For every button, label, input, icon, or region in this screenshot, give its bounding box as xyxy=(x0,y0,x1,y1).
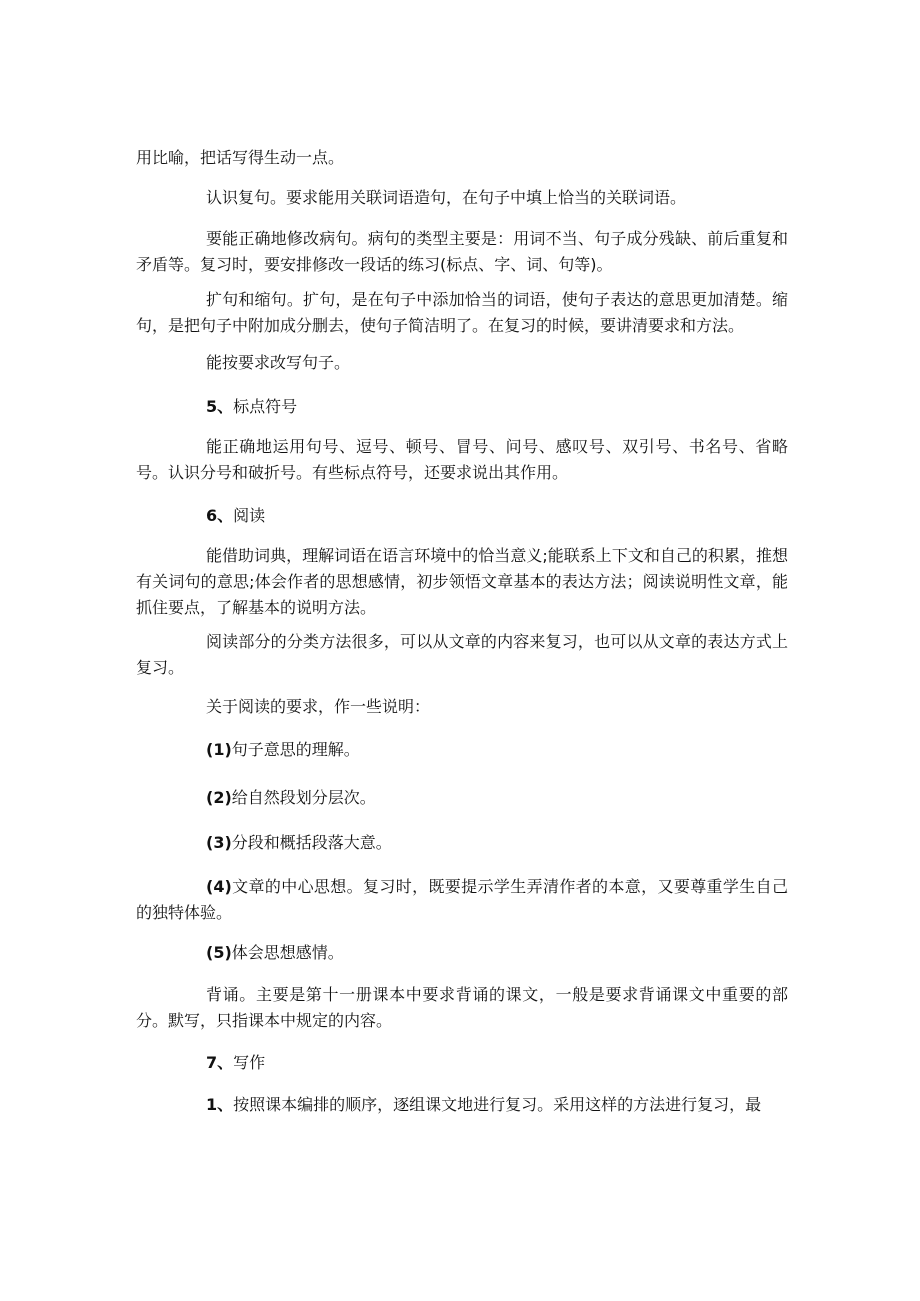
paragraph-text: 背诵。主要是第十一册课本中要求背诵的课文，一般是要求背诵课文中重要的部分。默写，只指课本中规定的内容。 xyxy=(136,985,788,1030)
paragraph xyxy=(136,694,788,720)
section-heading xyxy=(136,394,788,420)
list-number: 1、 xyxy=(206,1095,234,1114)
section-heading xyxy=(136,503,788,529)
section-title: 标点符号 xyxy=(233,397,298,416)
paragraph xyxy=(136,350,788,376)
paragraph xyxy=(136,287,788,339)
list-item xyxy=(136,785,788,811)
list-text: 文章的中心思想。复习时，既要提示学生弄清作者的本意，又要尊重学生自己的独特体验。 xyxy=(136,877,788,922)
section-heading xyxy=(136,1050,788,1076)
paragraph xyxy=(136,185,788,211)
paragraph xyxy=(136,434,788,486)
list-item xyxy=(136,874,788,926)
paragraph-text: 认识复句。要求能用关联词语造句，在句子中填上恰当的关联词语。 xyxy=(206,188,687,207)
paragraph-text: 按照课本编排的顺序，逐组课文地进行复习。采用这样的方法进行复习，最 xyxy=(233,1095,762,1114)
paragraph-text: 用比喻，把话写得生动一点。 xyxy=(136,148,345,167)
section-number: 7、 xyxy=(206,1053,234,1072)
list-number: (1) xyxy=(206,740,232,759)
paragraph-text: 扩句和缩句。扩句，是在句子中添加恰当的词语，使句子表达的意思更加清楚。缩句，是把句子中附加成分删去，使句子简洁明了。在复习的时候，要讲清要求和方法。 xyxy=(136,290,788,335)
paragraph xyxy=(136,145,788,171)
paragraph xyxy=(136,629,788,681)
paragraph xyxy=(136,1092,788,1118)
section-title: 写作 xyxy=(233,1053,266,1072)
section-number: 6、 xyxy=(206,506,234,525)
paragraph-text: 关于阅读的要求，作一些说明： xyxy=(206,697,431,716)
list-number: (4) xyxy=(206,877,232,896)
paragraph-text: 能按要求改写句子。 xyxy=(206,353,351,372)
section-number: 5、 xyxy=(206,397,234,416)
paragraph xyxy=(136,226,788,278)
list-number: (2) xyxy=(206,788,232,807)
paragraph-text: 能借助词典，理解词语在语言环境中的恰当意义;能联系上下文和自己的积累，推想有关词句的意思;体会作者的思想感情，初步领悟文章基本的表达方法；阅读说明性文章，能抓住要点，了解基本的说明方法。 xyxy=(136,546,788,617)
list-number: (3) xyxy=(206,833,232,852)
list-item xyxy=(136,830,788,856)
list-text: 给自然段划分层次。 xyxy=(231,788,376,807)
list-number: (5) xyxy=(206,943,232,962)
list-text: 句子意思的理解。 xyxy=(231,740,360,759)
section-title: 阅读 xyxy=(233,506,266,525)
paragraph-text: 能正确地运用句号、逗号、顿号、冒号、问号、感叹号、双引号、书名号、省略号。认识分号和破折号。有些标点符号，还要求说出其作用。 xyxy=(136,437,788,482)
list-text: 分段和概括段落大意。 xyxy=(231,833,392,852)
list-item xyxy=(136,940,788,966)
list-text: 体会思想感情。 xyxy=(231,943,344,962)
list-item xyxy=(136,737,788,763)
paragraph xyxy=(136,982,788,1034)
paragraph-text: 要能正确地修改病句。病句的类型主要是：用词不当、句子成分残缺、前后重复和矛盾等。复习时，要安排修改一段话的练习(标点、字、词、句等)。 xyxy=(136,229,788,274)
paragraph-text: 阅读部分的分类方法很多，可以从文章的内容来复习，也可以从文章的表达方式上复习。 xyxy=(136,632,788,677)
paragraph xyxy=(136,543,788,621)
